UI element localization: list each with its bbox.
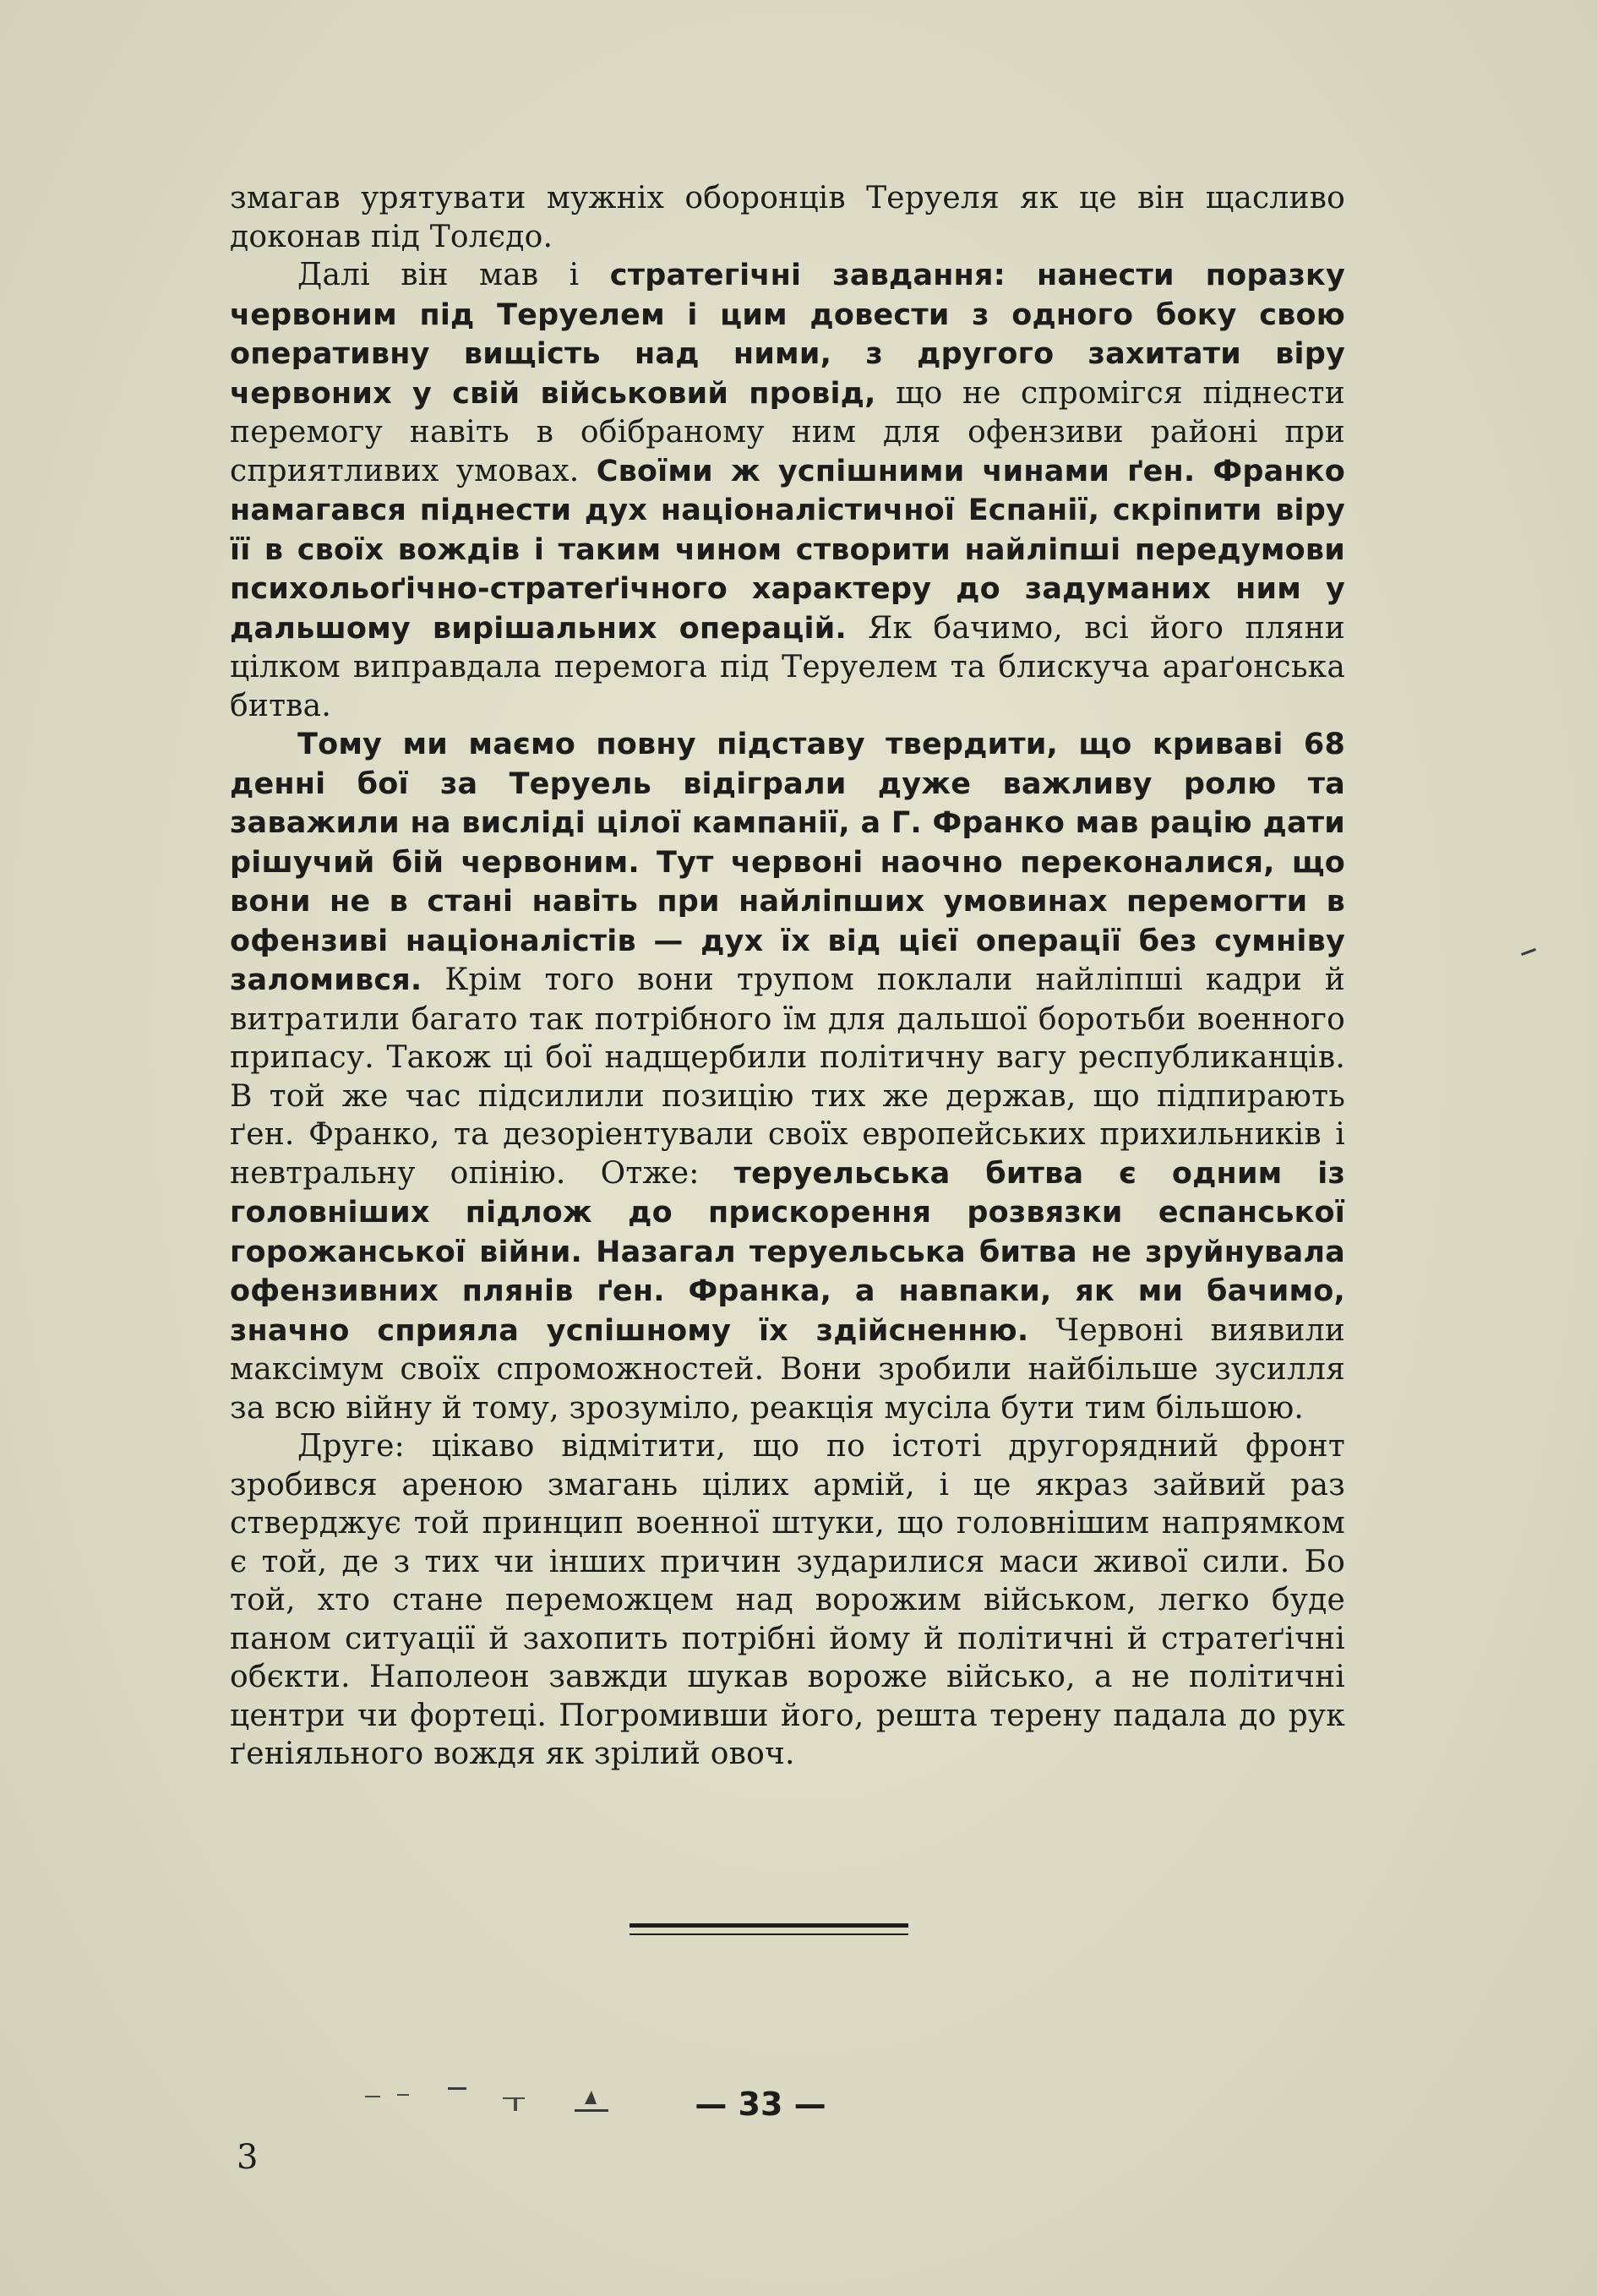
bold-text-run: стратегічні завдання: нанести поразку червоним під Теруелем і цим довести з одного боку свою оперативну вищість над ними, з другого захитати віру червоних у свій військовий провід, xyxy=(230,259,1345,411)
text-run: Далі він мав і xyxy=(297,258,610,292)
bold-text-run: теруельська битва є одним із головніших підлож до прискорення розвязки еспанської горожанської війни. Назагал теруельська битва не зруйнувала офензивних плянів ґен. Франка, а навпаки, як ми бачимо, значно сприяла успішному їх здійсненню. xyxy=(230,1156,1345,1348)
bold-text-run: Своїми ж успішними чинами ґен. Франко намагався піднести дух націоналістичної Еспанії, скріпити віру її в своїх вождів і таким чином створити найліпші передумови психольоґічно-стратеґічного характеру до задуманих ним у дальшому вирішальних операцій. xyxy=(230,454,1345,646)
text-run: Друге: цікаво відмітити, що по істоті другорядний фронт зробився ареною змагань цілих армій, і це якраз зайвий раз стверджує той принцип военної штуки, що головнішим напрямком є той, де з тих чи інших причин зударилися маси живої сили. Бо той, хто стане переможцем над ворожим військом, легко буде паном ситуації й захопить потрібні йому й політичні й стратеґічні обєкти. Наполеон завжди шукав вороже військо, а не політичні центри чи фортеці. Погромивши його, решта терену падала до рук ґеніяльного вождя як зрілий овоч. xyxy=(230,1429,1345,1771)
bold-text-run: Тому ми маємо повну підставу твердити, що криваві 68 денні бої за Теруель відіграли дуже важливу ролю та заважили на висліді цілої кампанії, а Г. Франко мав рацію дати рішучий бій червоним. Тут червоні наочно переконалися, що вони не в стані навіть при найліпших умовинах перемогти в офензиві націоналістів — дух їх від цієї операції без сумніву заломився. xyxy=(230,728,1345,997)
text-run: Як бачимо, всі його пляни цілком виправдала перемога під Теруелем та блискуча араґонська битва. xyxy=(230,610,1345,723)
paragraph-4 xyxy=(230,1427,1345,1774)
section-divider-thick xyxy=(630,1923,908,1928)
text-run: Червоні виявили максімум своїх спроможностей. Вони зробили найбільше зусилля за всю війну й тому, зрозуміло, реакція мусіла бути тим більшою. xyxy=(230,1312,1346,1426)
paragraph-3 xyxy=(230,725,1345,1427)
smudge-marks xyxy=(363,2079,634,2121)
corner-mark: 3 xyxy=(237,2138,259,2177)
body-text xyxy=(230,179,1345,1774)
paragraph-2 xyxy=(230,256,1345,725)
page-number: — 33 — xyxy=(695,2086,826,2123)
paragraph-1 xyxy=(230,179,1345,256)
text-run: змагав урятувати мужніх оборонців Теруеля як це він щасливо доконав під Толєдо. xyxy=(230,181,1345,254)
edge-smudge xyxy=(1521,948,1536,956)
section-divider-thin xyxy=(630,1933,908,1935)
text-run: що не спромігся піднести перемогу навіть в обібраному ним для офензиви районі при сприятливих умовах. xyxy=(230,375,1345,488)
text-run: Крім того вони трупом поклали найліпші кадри й витратили багато так потрібного їм для дальшої боротьби военного припасу. Також ці бої надщербили політичну вагу республиканців. В той же час підсилили позицію тих же держав, що підпирають ґен. Франко, та дезоріентували своїх европейських прихильників і невтральну опінію. Отже: xyxy=(230,963,1345,1191)
